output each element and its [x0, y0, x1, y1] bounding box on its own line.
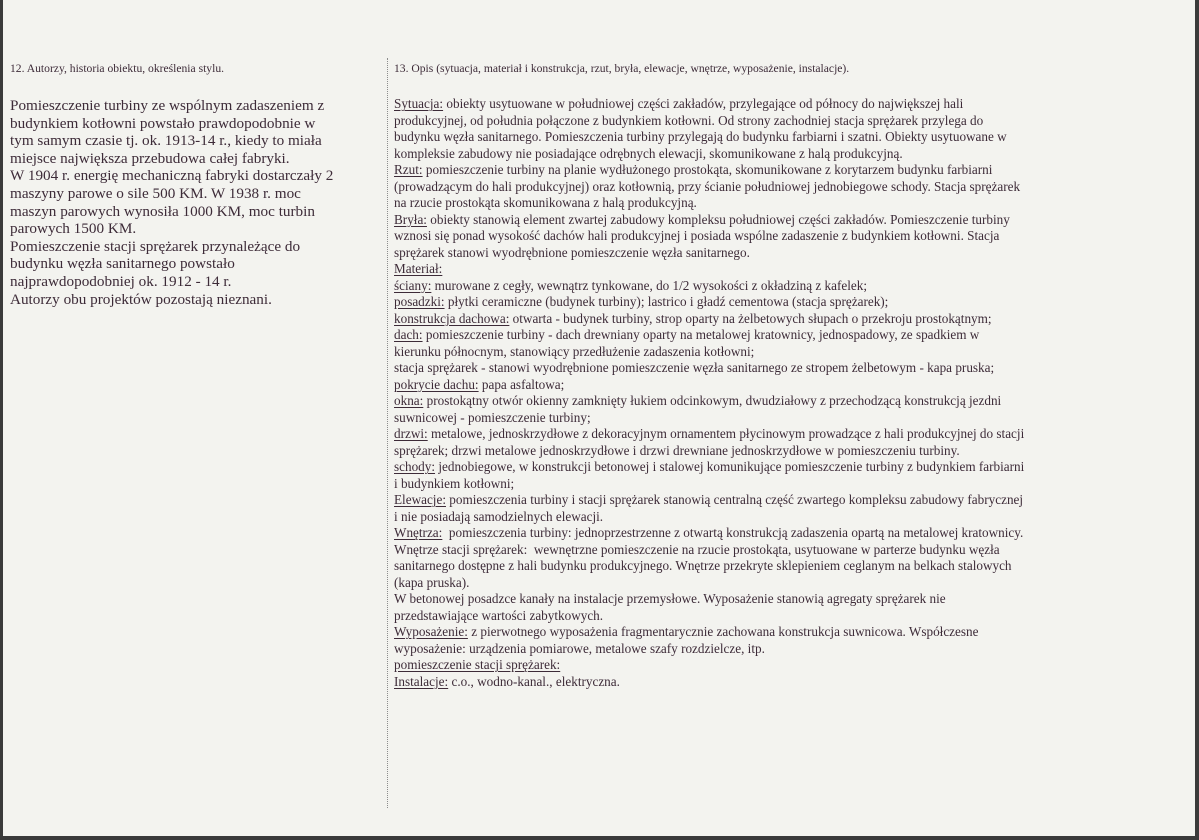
entry-text: stacja sprężarek - stanowi wyodrębnione pomieszczenie węzła sanitarnego ze stropem żelbetowym - kapa pruska; [394, 360, 995, 375]
entry-text: (kapa pruska). [394, 574, 470, 590]
entry-text: W betonowej posadzce kanały na instalacje przemysłowe. Wyposażenie stanowią agregaty sprężarek nie [394, 591, 946, 606]
description-entry [394, 459, 1184, 492]
text-line [394, 245, 1184, 262]
entry-text: i nie posiadają samodzielnych elewacji. [394, 508, 604, 524]
text-line: Pomieszczenie turbiny ze wspólnym zadaszeniem z [10, 97, 325, 114]
entry-label: Sytuacja: [394, 96, 444, 111]
description-entry [394, 294, 1184, 311]
entry-text: budynku węzła sanitarnego. Pomieszczenia turbiny przylegają do budynku farbiarni i szatni. Obiekty usytuowane w [394, 129, 1007, 144]
entry-label: Rzut: [394, 162, 423, 177]
text-line: maszyn parowych wynosiła 1000 KM, moc turbin [10, 202, 315, 220]
text-line: Autorzy obu projektów pozostają nieznani. [10, 290, 272, 308]
text-line: parowych 1500 KM. [10, 220, 137, 238]
text-line: W 1904 r. energię mechaniczną fabryki dostarczały 2 [10, 167, 334, 185]
text-line [394, 509, 1184, 526]
entry-text: sanitarnego dostępne z hali budynku produkcyjnego. Wnętrze przekryte sklepieniem ceglanym na belkach stalowych [394, 558, 1012, 573]
description-entry [394, 327, 1184, 377]
entry-text: otwarta - budynek turbiny, strop oparty na żelbetowych słupach o przekroju prostokątnym; [509, 310, 992, 326]
text-line [394, 327, 1184, 344]
text-line [394, 542, 1184, 559]
entry-text: obiekty usytuowane w południowej części zakładów, przylegające od północy do największej hali [443, 96, 964, 111]
entry-label: dach: [394, 327, 423, 342]
description-entry [394, 426, 1184, 459]
text-line [394, 113, 1184, 130]
text-line: tym samym czasie tj. ok. 1913-14 r., kiedy to miała [10, 132, 322, 150]
description-entry [394, 393, 1184, 426]
entry-label: schody: [394, 459, 436, 474]
description-entry [394, 278, 1184, 295]
text-line [394, 377, 1184, 394]
entry-text: pomieszczenia turbiny: jednoprzestrzenne z otwartą konstrukcją zadaszenia opartą na metalowej kratownicy. [442, 525, 1024, 540]
description-entry [394, 311, 1184, 328]
text-line: najprawdopodobniej ok. 1912 - 14 r. [10, 272, 232, 290]
entry-text: (prowadzącym do hali produkcyjnej) oraz kotłownią, przy ścianie południowej jednobiegowe schody. Stacja sprężarek [394, 178, 1021, 194]
entry-label: Materiał: [394, 261, 443, 276]
entry-label: Bryła: [394, 211, 427, 227]
entry-label: Wnętrza: [394, 525, 443, 540]
text-line [394, 410, 1184, 427]
entry-label: pokrycie dachu: [394, 376, 479, 392]
entry-label: Wyposażenie: [394, 624, 468, 639]
text-line [394, 261, 1184, 278]
entry-text: z pierwotnego wyposażenia fragmentarycznie zachowana konstrukcja suwnicowa. Współczesne [467, 624, 979, 639]
entry-text: sprężarek; drzwi metalowe jednoskrzydłowe i drzwi drewniane jednoskrzydłowe w pomieszczeniu turbiny. [394, 442, 960, 458]
entry-text: jednobiegowe, w konstrukcji betonowej i stalowej komunikujące pomieszczenie turbiny z budynkiem farbiarni [435, 459, 1025, 474]
entry-label: okna: [394, 393, 424, 408]
text-line: Pomieszczenie stacji sprężarek przynależące do [10, 237, 301, 255]
entry-text: suwnicowej - pomieszczenie turbiny; [394, 409, 591, 425]
entry-text: wyposażenie: urządzenia pomiarowe, metalowe szafy rozdzielcze, itp. [394, 640, 765, 656]
section-13-body [394, 96, 1184, 690]
description-entry [394, 624, 1184, 657]
text-line [394, 459, 1184, 476]
text-line: maszyny parowe o sile 500 KM. W 1938 r. moc [10, 184, 301, 202]
section-13-header: 13. Opis (sytuacja, materiał i konstrukcja, rzut, bryła, elewacje, wnętrze, wyposażenie, instalacje). [394, 62, 850, 75]
entry-text: produkcyjnej, od południa połączone z budynkiem kotłowni. Od strony zachodniej stacja sprężarek przylega do [394, 112, 984, 128]
text-line [394, 426, 1184, 443]
text-line [394, 575, 1184, 592]
entry-label: ściany: [394, 277, 432, 293]
description-entry [394, 674, 1184, 691]
text-line [394, 212, 1184, 229]
entry-text: sprężarek stanowi wyodrębnione pomieszczenie węzła sanitarnego. [394, 244, 750, 260]
description-entry [394, 212, 1184, 262]
text-line [394, 311, 1184, 328]
entry-label: Instalacje: [394, 673, 449, 689]
section-12-authors-history [10, 62, 380, 308]
text-line [394, 146, 1184, 163]
entry-text: prostokątny otwór okienny zamknięty łukiem odcinkowym, dwudziałowy z przechodzącą konstrukcją jezdni [423, 393, 1002, 408]
entry-text: wznosi się ponad wysokość dachów hali produkcyjnej i posiada wspólne zadaszenie z budynkiem kotłowni. Stacja [394, 228, 1000, 243]
text-line [394, 162, 1184, 179]
text-line [394, 492, 1184, 509]
entry-text: płytki ceramiczne (budynek turbiny); lastrico i gładź cementowa (stacja sprężarek); [444, 294, 889, 309]
text-line [394, 591, 1184, 608]
text-line: miejsce największa przebudowa całej fabryki. [10, 149, 290, 167]
description-entry [394, 492, 1184, 525]
description-entry [394, 162, 1184, 212]
entry-text: c.o., wodno-kanal., elektryczna. [448, 673, 620, 689]
entry-text: na rzucie prostokąta skomunikowana z halą produkcyjną. [394, 195, 697, 210]
description-entry [394, 657, 1184, 674]
text-line [394, 641, 1184, 658]
entry-label: drzwi: [394, 426, 428, 441]
entry-text: Wnętrze stacji sprężarek: wewnętrzne pomieszczenie na rzucie prostokąta, usytuowane w parterze budynku węzła [394, 541, 1000, 557]
text-line [394, 558, 1184, 575]
text-line [394, 476, 1184, 493]
entry-label: Elewacje: [394, 492, 446, 507]
entry-text: metalowe, jednoskrzydłowe z dekoracyjnym ornamentem płycinowym prowadzące z hali produkcyjnej do stacji [427, 426, 1025, 441]
section-13-description [394, 62, 1184, 690]
text-line [394, 624, 1184, 641]
text-line [394, 657, 1184, 674]
entry-label: konstrukcja dachowa: [394, 310, 510, 326]
entry-text: kompleksie zabudowy nie posiadające odrębnych elewacji, skomunikowane z halą produkcyjną. [394, 145, 903, 161]
text-line [394, 525, 1184, 542]
entry-label: pomieszczenie stacji sprężarek: [394, 657, 561, 672]
section-12-header: 12. Autorzy, historia obiektu, określenia stylu. [10, 62, 225, 75]
description-entry [394, 525, 1184, 624]
text-line [394, 278, 1184, 295]
text-line [394, 228, 1184, 245]
entry-label: posadzki: [394, 294, 445, 309]
description-entry [394, 377, 1184, 394]
text-line [394, 608, 1184, 625]
document-page [3, 0, 1195, 836]
entry-text: papa asfaltowa; [478, 376, 565, 392]
description-entry [394, 261, 1184, 278]
entry-text: murowane z cegły, wewnątrz tynkowane, do 1/2 wysokości z okładziną z kafelek; [431, 277, 868, 293]
entry-text: kierunku północnym, stanowiący przedłużenie zadaszenia kotłowni; [394, 343, 755, 359]
text-line: budynku węzła sanitarnego powstało [10, 255, 235, 273]
section-12-body [10, 97, 380, 308]
text-line [394, 360, 1184, 377]
text-line: budynkiem kotłowni powstało prawdopodobnie w [10, 114, 316, 132]
text-line [394, 129, 1184, 146]
text-line [394, 294, 1184, 311]
text-line [394, 674, 1184, 691]
text-line [394, 344, 1184, 361]
entry-text: pomieszczenia turbiny i stacji sprężarek stanowią centralną część zwartego kompleksu zabudowy fabrycznej [445, 492, 1024, 507]
column-divider [387, 58, 388, 808]
text-line [394, 96, 1184, 113]
description-entry [394, 96, 1184, 162]
entry-text: i budynkiem kotłowni; [394, 475, 515, 491]
text-line [394, 393, 1184, 410]
text-line [394, 179, 1184, 196]
entry-text: przedstawiające wartości zabytkowych. [394, 607, 604, 623]
entry-text: pomieszczenie turbiny - dach drewniany oparty na metalowej kratownicy, jednospadowy, ze spadkiem w [422, 327, 980, 342]
text-line [394, 443, 1184, 460]
text-line [394, 195, 1184, 212]
entry-text: obiekty stanowią element zwartej zabudowy kompleksu południowej części zakładów. Pomieszczenie turbiny [426, 211, 1010, 227]
entry-text: pomieszczenie turbiny na planie wydłużonego prostokąta, skomunikowane z korytarzem budynku farbiarni [422, 162, 993, 177]
